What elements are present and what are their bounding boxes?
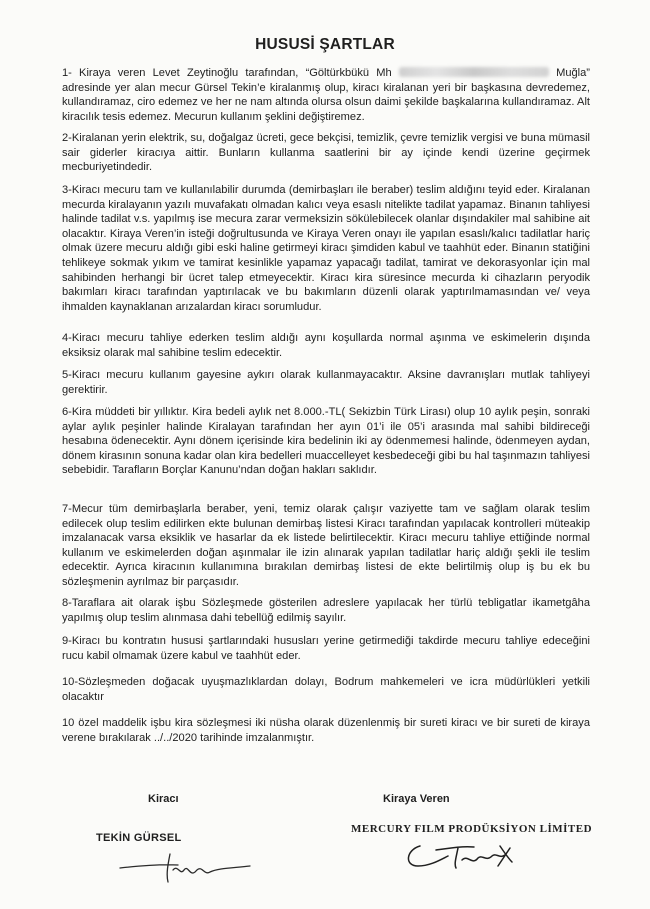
tenant-name: TEKİN GÜRSEL: [96, 832, 182, 844]
clause-1-rest: Muğla” adresinde yer alan mecur Gürsel Tekin’e kiralanmış olup, kiracı kiralanan yeri bir başkasına devredemez, kullandıramaz, ciro edemez ve her ne nam altında olursa olsun daimi şekilde başkalarına kullandıramaz. Alt kiracılık tesis edemez. Mecurun kullanım şeklini değiştiremez.: [62, 67, 590, 123]
landlord-company: MERCURY FILM PRODÜKSİYON LİMİTED: [351, 823, 593, 835]
clause-3: 3-Kiracı mecuru tam ve kullanılabilir durumda (demirbaşları ile beraber) teslim aldığını teyid eder. Kiralanan mecurda kiralayanın yazılı muvafakatı olmadan kalıcı veya esaslı nitelikte tadilat yapamaz. Binanın tahliyesi halinde tadilat v.s. yapılmış ise mecura zarar vermeksizin sökülebilecek olanlar dışındakiler mal sahibine ait olacaktır. Kiraya Veren’in isteği doğrultusunda ve Kiraya Veren onayı ile yapılan esaslı/kalıcı tadilatlar hariç olmak üzere mecuru aldığı gibi eski haline getirmeyi kiracı şimdiden kabul ve taahhüt eder. Binanın statiğini tehlikeye sokmak yıkım ve tamirat kesinlikle yapamaz yapacağı tadilat, tamirat ve dekorasyonlar için mal sahibinden herhangi bir ücret talep etmeyecektir. Kiracı kira süresince mecurda ki cihazların peryodik bakımları kiracı tarafından yaptırılacak ve bu bakımların düzenli olarak yaptırılmamasından ve/ veya ihmalden kaynaklanan arızalardan kiracı sorumludur.: [62, 184, 590, 313]
clause-1-start: 1- Kiraya veren Levet Zeytinoğlu tarafından, “Göltürkbükü Mh: [62, 67, 392, 79]
clause-7: 7-Mecur tüm demirbaşlarla beraber, yeni, temiz olarak çalışır vaziyette tam ve sağlam olarak teslim edilecek olup teslim edilirken ekte bulunan demirbaş listesi Kiracı tarafından yapılacak kontrolleri müteakip imzalanacak varsa eksiklik ve hasarlar da ek listede belirtilecektir. Kiracı mecuru tahliye ettiğinde normal kullanım ve eskimelerden doğan aşınmalar ile izin alınarak yapılan tadilatlar hariç aldığı şekli ile teslim edecektir. Ayrıca kiracının kullanımına bırakılan demirbaş listesi de ekte belirtilmiş olup iş bu ek bu sözleşmenin ayrılmaz bir parçasıdır.: [62, 503, 590, 588]
clause-2: 2-Kiralanan yerin elektrik, su, doğalgaz ücreti, gece bekçisi, temizlik, çevre temizlik vergisi ve buna mümasil sair giderler kiracıya aittir. Bunların kullanma saatlerini bir ay içinde kendi üzerine geçirmek mecburiyetindedir.: [62, 132, 590, 174]
clause-6: 6-Kira müddeti bir yıllıktır. Kira bedeli aylık net 8.000.-TL( Sekizbin Türk Lirası) olup 10 aylık peşin, sonraki aylar aylık peşinler halinde Kiralayan tarafından her ayın 01’i ile 05’i arasında mal sahibi bildireceği hesabına ödenecektir. Aynı dönem içerisinde kira bedelinin iki ay ödenmemesi halinde, ödenmeyen aydan, dönem kirasının sonuna kadar olan kira bedelleri muaccelleyet kesbedeceği gibi bu hal taşınmazın tahliyesi sebebidir. Tarafların Borçlar Kanunu’ndan doğan hakları saklıdır.: [62, 406, 590, 477]
clause-5: 5-Kiracı mecuru kullanım gayesine aykırı olarak kullanmayacaktır. Aksine davranışları mutlak tahliyeyi gerektirir.: [62, 369, 590, 396]
clause-10: 10-Sözleşmeden doğacak uyuşmazlıklardan dolayı, Bodrum mahkemeleri ve icra müdürlükleri yetkili olacaktır: [62, 676, 590, 703]
clause-4: 4-Kiracı mecuru tahliye ederken teslim aldığı aynı koşullarda normal aşınma ve eskimelerin dışında eksiksiz olarak mal sahibine teslim edecektir.: [62, 332, 590, 359]
tenant-label: Kiracı: [148, 793, 179, 805]
clause-9: 9-Kiracı bu kontratın hususi şartlarındaki hususları yerine getirmediği takdirde mecuru tahliye edeceğini rucu kabil olmamak üzere kabul ve taahhüt eder.: [62, 635, 590, 662]
landlord-signature: [400, 838, 530, 872]
document-title: HUSUSİ ŞARTLAR: [255, 36, 395, 53]
closing-statement: 10 özel maddelik işbu kira sözleşmesi iki nüsha olarak düzenlenmiş bir sureti kiracı ve bir sureti de kiraya verene bırakılarak ../../2020 tarihinde imzalanmıştır.: [62, 717, 590, 744]
clause-8: 8-Taraflara ait olarak işbu Sözleşmede gösterilen adreslere yapılacak her türlü tebligatlar ikametgâha yapılmış olup teslim alınmasa dahi tebellüğ edilmiş sayılır.: [62, 597, 590, 624]
tenant-signature: [118, 846, 258, 886]
redacted-address: [399, 67, 549, 77]
landlord-label: Kiraya Veren: [383, 793, 450, 805]
clause-1: [62, 66, 590, 124]
